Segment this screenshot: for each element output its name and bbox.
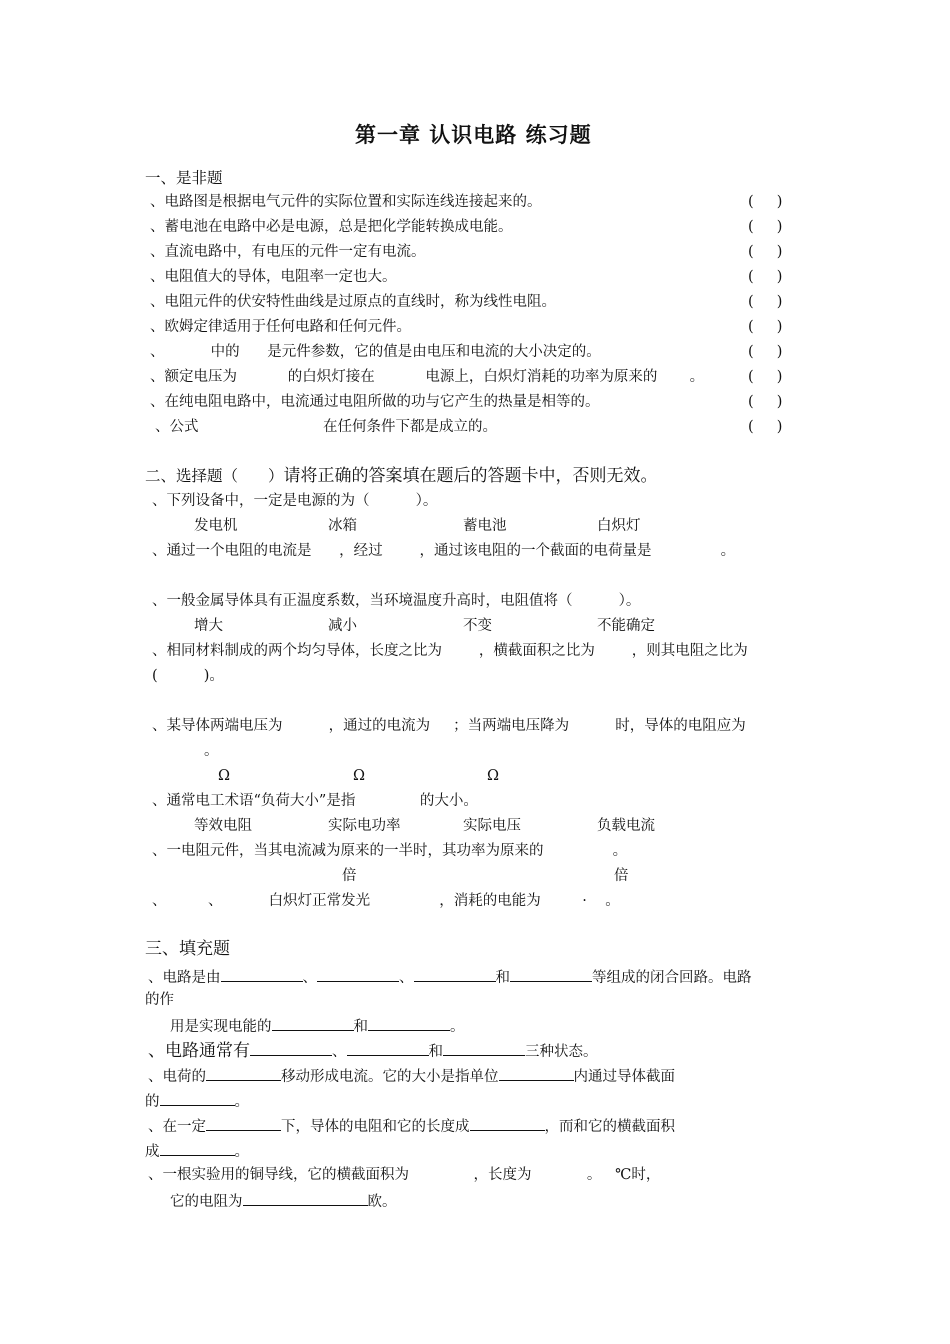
fill-q3-text-c: 内通过导体截面 — [573, 1069, 675, 1085]
choice-q4-answer: ( )。 — [152, 668, 224, 684]
answer-paren-2: ( ) — [748, 219, 783, 235]
choice-q5-option-b: Ω — [353, 768, 366, 784]
fill-q4-text: 、在一定 — [148, 1119, 206, 1135]
choice-q3-option-b: 减小 — [328, 618, 357, 634]
fill-q4-text-d: 成 — [145, 1144, 160, 1160]
tf-item-3: 、直流电路中，有电压的元件一定有电流。 — [150, 244, 426, 260]
answer-paren-8: ( ) — [748, 369, 783, 385]
section-2-instruction: 请将正确的答案填在题后的答题卡中，否则无效。 — [283, 466, 658, 486]
tf-item-9: 、在纯电阻电路中，电流通过电阻所做的功与它产生的热量是相等的。 — [150, 394, 600, 410]
section-1-heading: 一、是非题 — [145, 169, 223, 187]
tf-item-1: 、电路图是根据电气元件的实际位置和实际连线连接起来的。 — [150, 194, 542, 210]
choice-q1-option-b: 冰箱 — [328, 518, 357, 534]
choice-q7-option-d: 倍 — [614, 868, 629, 884]
answer-paren-4: ( ) — [748, 269, 783, 285]
tf-item-5: 、电阻元件的伏安特性曲线是过原点的直线时，称为线性电阻。 — [150, 294, 556, 310]
fill-q5-line2 — [170, 1191, 397, 1211]
blank[interactable] — [368, 1016, 450, 1031]
fill-q4-text-c: ，而和它的横截面积 — [544, 1119, 675, 1135]
blank[interactable] — [510, 967, 592, 982]
choice-q7: 、一电阻元件，当其电流减为原来的一半时，其功率为原来的 。 — [152, 843, 628, 859]
fill-q4-end: 。 — [234, 1144, 249, 1160]
choice-q4: 、相同材料制成的两个均匀导体，长度之比为 ，横截面积之比为 ，则其电阻之比为 — [152, 643, 748, 659]
choice-q6: 、通常电工术语“负荷大小”是指 的大小。 — [152, 793, 478, 809]
separator: 和 — [495, 970, 510, 986]
blank[interactable] — [272, 1016, 354, 1031]
tf-item-8: 、额定电压为 的白炽灯接在 电源上，白炽灯消耗的功率为原来的 。 — [150, 369, 705, 385]
blank[interactable] — [160, 1141, 235, 1156]
choice-q1-option-a: 发电机 — [194, 518, 238, 534]
separator: 和 — [353, 1019, 368, 1035]
choice-q1-option-c: 蓄电池 — [463, 518, 507, 534]
fill-q3-text-b: 移动形成电流。它的大小是指单位 — [281, 1069, 499, 1085]
section-2-heading — [145, 467, 658, 485]
answer-paren-5: ( ) — [748, 294, 783, 310]
separator: 、 — [332, 1044, 347, 1060]
choice-q5-option-c: Ω — [487, 768, 500, 784]
choice-q7-option-b: 倍 — [342, 868, 357, 884]
blank[interactable] — [221, 967, 303, 982]
fill-q1-cont: 的作 — [145, 992, 174, 1008]
choice-q3-option-c: 不变 — [463, 618, 492, 634]
blank[interactable] — [206, 1066, 281, 1081]
answer-paren-6: ( ) — [748, 319, 783, 335]
tf-item-4: 、电阻值大的导体，电阻率一定也大。 — [150, 269, 397, 285]
blank[interactable] — [443, 1041, 525, 1056]
separator: 、 — [302, 970, 317, 986]
fill-q3-line2 — [145, 1091, 249, 1111]
fill-q2-text: 、电路通常有 — [148, 1041, 250, 1061]
choice-q5-option-a: Ω — [218, 768, 231, 784]
choice-q6-option-c: 实际电压 — [463, 818, 521, 834]
fill-q1-text-b: 等组成的闭合回路。电路 — [592, 970, 752, 986]
tf-item-2: 、蓄电池在电路中必是电源，总是把化学能转换成电能。 — [150, 219, 513, 235]
page-title: 第一章 认识电路 练习题 — [355, 122, 592, 147]
blank[interactable] — [317, 967, 399, 982]
answer-paren-10: ( ) — [748, 419, 783, 435]
answer-paren-9: ( ) — [748, 394, 783, 410]
blank[interactable] — [470, 1116, 545, 1131]
choice-q3-option-a: 增大 — [194, 618, 223, 634]
blank[interactable] — [347, 1041, 429, 1056]
fill-q5: 、一根实验用的铜导线，它的横截面积为 ，长度为 。 ℃时， — [148, 1167, 661, 1183]
choice-q5-end: 。 — [204, 743, 219, 759]
blank[interactable] — [250, 1041, 332, 1056]
section-2-heading-label: 二、选择题（ — [145, 467, 239, 485]
section-2-heading-close: ） — [268, 467, 284, 485]
fill-q3 — [148, 1066, 675, 1086]
blank[interactable] — [243, 1191, 368, 1206]
fill-q3-text: 、电荷的 — [148, 1069, 206, 1085]
fill-q1-text: 、电路是由 — [148, 970, 221, 986]
fill-q5-text: 它的电阻为 — [170, 1194, 243, 1210]
fill-q3-end: 。 — [234, 1094, 249, 1110]
fill-q4 — [148, 1116, 675, 1136]
fill-q5-end: 欧。 — [367, 1194, 397, 1210]
blank[interactable] — [414, 967, 496, 982]
fill-q1-text-d: 用是实现电能的 — [170, 1019, 272, 1035]
choice-q1-option-d: 白炽灯 — [597, 518, 641, 534]
choice-q6-option-b: 实际电功率 — [328, 818, 401, 834]
answer-paren-3: ( ) — [748, 244, 783, 260]
fill-q1-end: 。 — [450, 1019, 465, 1035]
separator: 、 — [399, 970, 414, 986]
tf-item-7: 、 中的 是元件参数，它的值是由电压和电流的大小决定的。 — [150, 344, 601, 360]
blank[interactable] — [499, 1066, 574, 1081]
separator: 和 — [428, 1044, 443, 1060]
blank[interactable] — [206, 1116, 281, 1131]
fill-q2-end: 三种状态。 — [525, 1044, 598, 1060]
section-3-heading: 三、填充题 — [145, 939, 230, 959]
answer-paren-7: ( ) — [748, 344, 783, 360]
tf-item-6: 、欧姆定律适用于任何电路和任何元件。 — [150, 319, 411, 335]
choice-q6-option-a: 等效电阻 — [194, 818, 252, 834]
answer-paren-1: ( ) — [748, 194, 783, 210]
choice-q1: 、下列设备中，一定是电源的为（ ）。 — [152, 493, 438, 509]
choice-q2: 、通过一个电阻的电流是 ，经过 ，通过该电阻的一个截面的电荷量是 。 — [152, 543, 736, 559]
fill-q2 — [148, 1041, 598, 1061]
fill-q3-text-d: 的 — [145, 1094, 160, 1110]
choice-q8: 、 、 白炽灯正常发光 ，消耗的电能为 · 。 — [152, 893, 620, 909]
fill-q4-line2 — [145, 1141, 249, 1161]
blank[interactable] — [160, 1091, 235, 1106]
choice-q6-option-d: 负载电流 — [597, 818, 655, 834]
fill-q1-line2 — [170, 1016, 465, 1036]
choice-q5: 、某导体两端电压为 ，通过的电流为 ；当两端电压降为 时，导体的电阻应为 — [152, 718, 746, 734]
choice-q3: 、一般金属导体具有正温度系数，当环境温度升高时，电阻值将（ ）。 — [152, 593, 641, 609]
fill-q4-text-b: 下，导体的电阻和它的长度成 — [281, 1119, 470, 1135]
fill-q1 — [148, 967, 752, 987]
tf-item-10: 、公式 在任何条件下都是成立的。 — [155, 419, 497, 435]
choice-q3-option-d: 不能确定 — [597, 618, 655, 634]
